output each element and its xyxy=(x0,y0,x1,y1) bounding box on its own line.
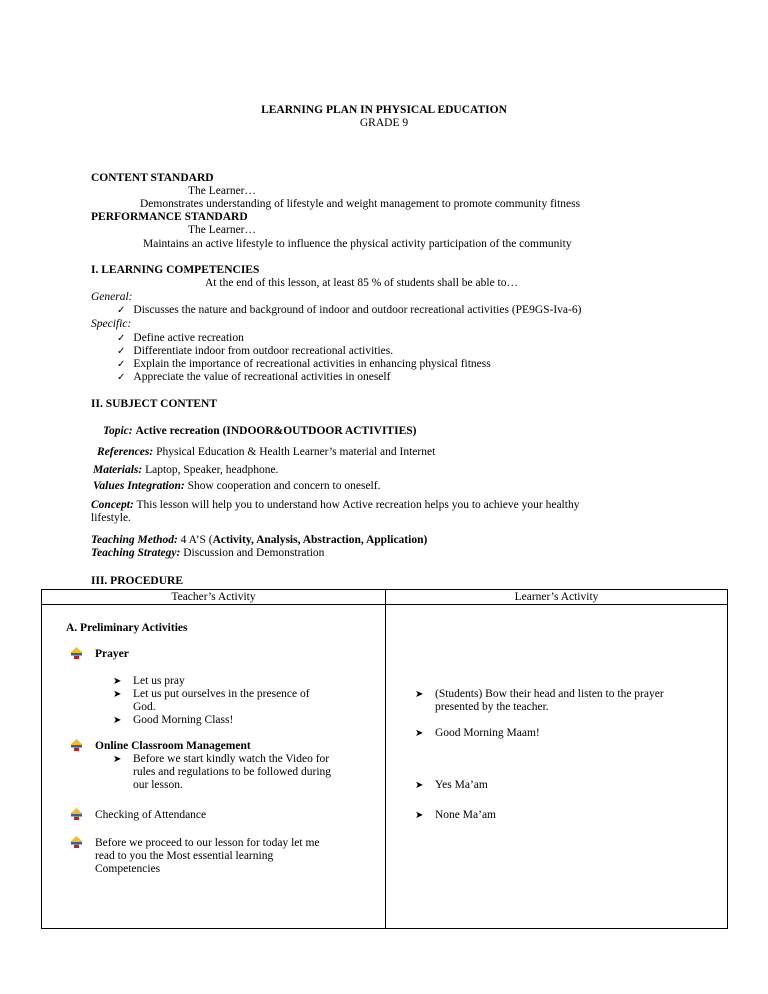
content-standard-text: Demonstrates understanding of lifestyle and weight management to promote community fitness xyxy=(140,198,581,210)
arrow-bullet-icon: ➤ xyxy=(113,754,122,765)
online-item-cont: rules and regulations to be followed during xyxy=(133,766,332,778)
competencies-intro: At the end of this lesson, at least 85 % of students shall be able to… xyxy=(205,277,518,289)
procedure-heading: III. PROCEDURE xyxy=(91,575,184,587)
online-item: ➤ Before we start kindly watch the Video for xyxy=(113,753,330,765)
method-line xyxy=(91,534,427,547)
bullet-flag-icon xyxy=(70,808,83,820)
mel-text: Before we proceed to our lesson for today let me xyxy=(95,837,320,849)
bullet-flag-icon xyxy=(70,739,83,751)
grade-label: GRADE 9 xyxy=(359,117,409,129)
method-label: Teaching Method: xyxy=(91,534,178,546)
learner-response: ➤ (Students) Bow their head and listen to the prayer xyxy=(415,688,664,700)
specific-label: Specific: xyxy=(91,318,132,330)
learner-activity-cell xyxy=(386,605,728,929)
prayer-heading: Prayer xyxy=(95,648,129,660)
prayer-item: ➤ Let us put ourselves in the presence of xyxy=(113,688,310,700)
specific-item: ✓ Explain the importance of recreational activities in enhancing physical fitness xyxy=(117,358,491,371)
method-value: Activity, Analysis, Abstraction, Application) xyxy=(212,534,428,546)
references-label: References: xyxy=(97,446,154,458)
preliminary-activities: A. Preliminary Activities xyxy=(66,622,188,634)
specific-item: ✓ Define active recreation xyxy=(117,332,244,345)
values-line xyxy=(93,480,380,493)
general-item: ✓ Discusses the nature and background of indoor and outdoor recreational activities (PE9GS-Iva-6) xyxy=(117,304,581,317)
strategy-line xyxy=(91,547,324,560)
strategy-label: Teaching Strategy: xyxy=(91,547,181,559)
content-standard-intro: The Learner… xyxy=(188,185,257,197)
document-title: LEARNING PLAN IN PHYSICAL EDUCATION xyxy=(261,104,507,116)
arrow-bullet-icon: ➤ xyxy=(415,728,424,739)
arrow-bullet-icon: ➤ xyxy=(415,689,424,700)
teacher-column-header: Teacher’s Activity xyxy=(42,590,386,605)
strategy-value: Discussion and Demonstration xyxy=(183,547,325,559)
materials-value: Laptop, Speaker, headphone. xyxy=(145,464,279,476)
arrow-bullet-icon: ➤ xyxy=(415,810,424,821)
references-value: Physical Education & Health Learner’s material and Internet xyxy=(156,446,436,458)
subject-heading: II. SUBJECT CONTENT xyxy=(91,398,218,410)
prayer-item: ➤ Let us pray xyxy=(113,675,185,687)
bullet-flag-icon xyxy=(70,836,83,848)
competencies-heading: I. LEARNING COMPETENCIES xyxy=(91,264,260,276)
prayer-item-cont: God. xyxy=(133,701,156,713)
specific-item: ✓ Differentiate indoor from outdoor recreational activities. xyxy=(117,345,393,358)
concept-line xyxy=(91,499,579,512)
topic-line xyxy=(103,425,416,438)
learner-response: ➤ None Ma’am xyxy=(415,809,496,821)
arrow-bullet-icon: ➤ xyxy=(113,689,122,700)
topic-label: Topic: xyxy=(103,425,133,437)
learner-response-cont: presented by the teacher. xyxy=(435,701,549,713)
learner-column-header: Learner’s Activity xyxy=(386,590,728,605)
concept-text: This lesson will help you to understand how Active recreation helps you to achieve your healthy xyxy=(136,499,580,511)
content-standard-heading: CONTENT STANDARD xyxy=(91,172,214,184)
values-value: Show cooperation and concern to oneself. xyxy=(187,480,381,492)
bullet-flag-icon xyxy=(70,647,83,659)
mel-text-cont: read to you the Most essential learning xyxy=(95,850,274,862)
arrow-bullet-icon: ➤ xyxy=(113,676,122,687)
materials-label: Materials: xyxy=(93,464,143,476)
online-classroom-heading: Online Classroom Management xyxy=(95,740,251,752)
mel-text-cont: Competencies xyxy=(95,863,161,875)
materials-line xyxy=(93,464,278,477)
learner-response: ➤ Yes Ma’am xyxy=(415,779,488,791)
arrow-bullet-icon: ➤ xyxy=(113,715,122,726)
method-prefix: 4 A’S ( xyxy=(180,534,213,546)
references-line xyxy=(97,446,435,459)
general-label: General: xyxy=(91,291,133,303)
performance-standard-intro: The Learner… xyxy=(188,224,257,236)
procedure-table xyxy=(41,589,728,929)
learner-response: ➤ Good Morning Maam! xyxy=(415,727,540,739)
arrow-bullet-icon: ➤ xyxy=(415,780,424,791)
teacher-activity-cell xyxy=(42,605,386,929)
concept-label: Concept: xyxy=(91,499,134,511)
concept-text-cont: lifestyle. xyxy=(91,512,131,524)
online-item-cont: our lesson. xyxy=(133,779,183,791)
prayer-item: ➤ Good Morning Class! xyxy=(113,714,234,726)
specific-item: ✓ Appreciate the value of recreational activities in oneself xyxy=(117,371,390,384)
performance-standard-heading: PERFORMANCE STANDARD xyxy=(91,211,248,223)
attendance-text: Checking of Attendance xyxy=(95,809,207,821)
topic-value: Active recreation (INDOOR&OUTDOOR ACTIVITIES) xyxy=(135,425,417,437)
values-label: Values Integration: xyxy=(93,480,185,492)
performance-standard-text: Maintains an active lifestyle to influence the physical activity participation of the community xyxy=(143,238,572,250)
